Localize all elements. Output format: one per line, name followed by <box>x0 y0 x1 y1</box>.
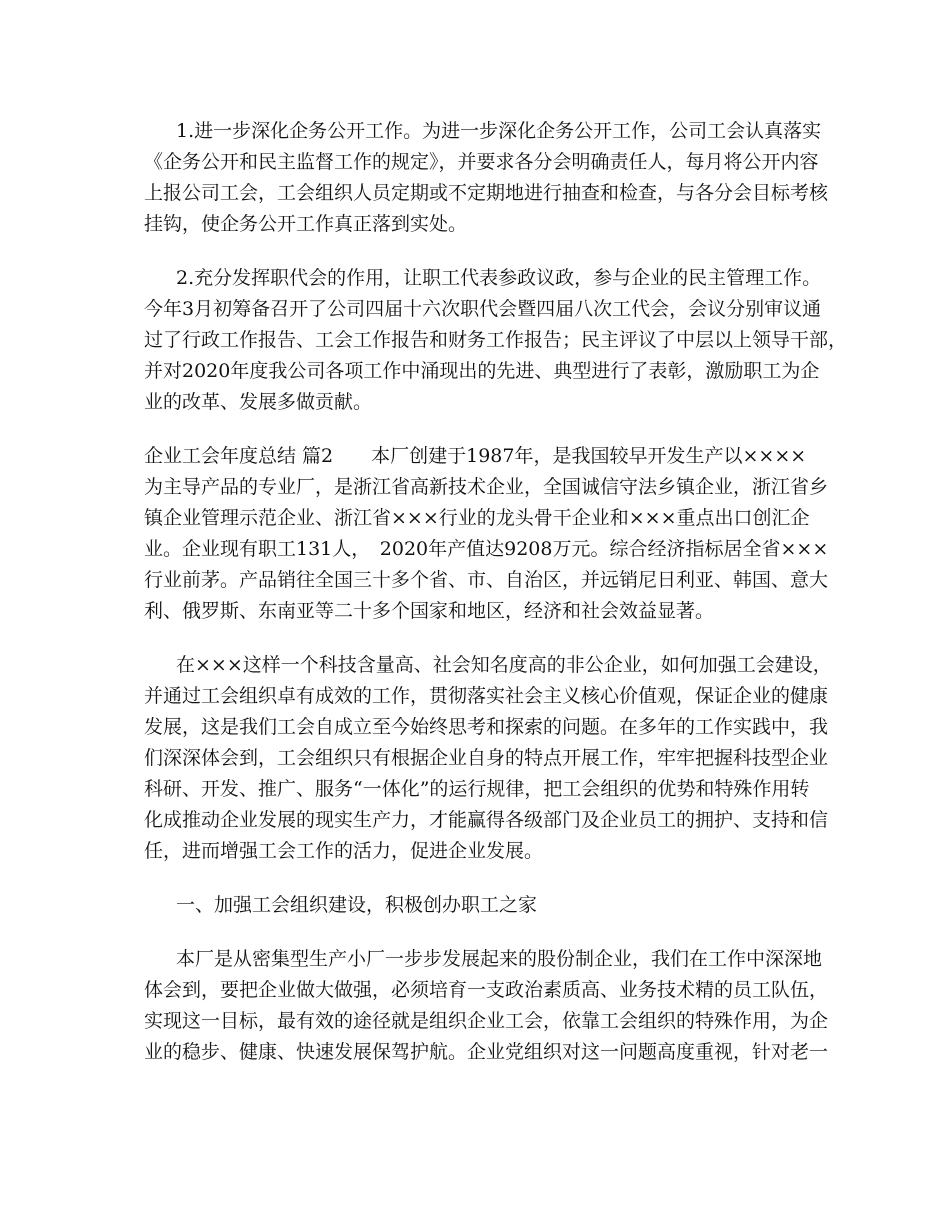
text-line: 业。企业现有职工131人， 2020年产值达9208万元。综合经济指标居全省××× <box>144 538 829 560</box>
text-line: 并通过工会组织卓有成效的工作，贯彻落实社会主义核心价值观，保证企业的健康 <box>144 685 829 707</box>
text-line: 挂钩，使企务公开工作真正落到实处。 <box>144 213 468 235</box>
text-line: 业的稳步、健康、快速发展保驾护航。企业党组织对这一问题高度重视，针对老一 <box>144 1041 829 1063</box>
text-line: 化成推动企业发展的现实生产力，才能赢得各级部门及企业员工的拥护、支持和信 <box>144 809 829 831</box>
text-line: 利、俄罗斯、东南亚等二十多个国家和地区，经济和社会效益显著。 <box>144 600 715 622</box>
text-line: 在×××这样一个科技含量高、社会知名度高的非公企业，如何加强工会建设， <box>176 654 832 676</box>
text-line: 发展，这是我们工会自成立至今始终思考和探索的问题。在多年的工作实践中，我 <box>144 716 829 738</box>
text-line: 企业工会年度总结 篇2 本厂创建于1987年，是我国较早开发生产以×××× <box>144 445 807 467</box>
text-line: 们深深体会到，工会组织只有根据企业自身的特点开展工作，牢牢把握科技型企业 <box>144 747 829 769</box>
text-line: 过了行政工作报告、工会工作报告和财务工作报告；民主评议了中层以上领导干部， <box>144 329 848 351</box>
text-line: 2.充分发挥职代会的作用，让职工代表参政议政，参与企业的民主管理工作。 <box>176 267 822 289</box>
text-line: 上报公司工会，工会组织人员定期或不定期地进行抽查和检查，与各分会目标考核 <box>144 182 829 204</box>
text-line: 今年3月初筹备召开了公司四届十六次职代会暨四届八次工代会，会议分别审议通 <box>144 298 822 320</box>
text-line: 1.进一步深化企务公开工作。为进一步深化企务公开工作，公司工会认真落实 <box>176 120 822 142</box>
text-line: 镇企业管理示范企业、浙江省×××行业的龙头骨干企业和×××重点出口创汇企 <box>144 507 810 529</box>
text-line: 实现这一目标，最有效的途径就是组织企业工会，依靠工会组织的特殊作用，为企 <box>144 1010 829 1032</box>
section-heading: 一、加强工会组织建设，积极创办职工之家 <box>176 894 538 916</box>
text-line: 科研、开发、推广、服务“一体化”的运行规律，把工会组织的优势和特殊作用转 <box>144 778 810 800</box>
text-line: 《企务公开和民主监督工作的规定》，并要求各分会明确责任人，每月将公开内容 <box>144 151 819 173</box>
text-line: 任，进而增强工会工作的活力，促进企业发展。 <box>144 840 544 862</box>
text-line: 并对2020年度我公司各项工作中涌现出的先进、典型进行了表彰，激励职工为企 <box>144 360 820 382</box>
text-line: 业的改革、发展多做贡献。 <box>144 391 373 413</box>
text-line: 本厂是从密集型生产小厂一步步发展起来的股份制企业，我们在工作中深深地 <box>176 948 823 970</box>
text-line: 行业前茅。产品销往全国三十多个省、市、自治区，并远销尼日利亚、韩国、意大 <box>144 569 829 591</box>
text-line: 体会到，要把企业做大做强，必须培育一支政治素质高、业务技术精的员工队伍， <box>144 979 829 1001</box>
text-line: 为主导产品的专业厂，是浙江省高新技术企业，全国诚信守法乡镇企业，浙江省乡 <box>144 476 829 498</box>
